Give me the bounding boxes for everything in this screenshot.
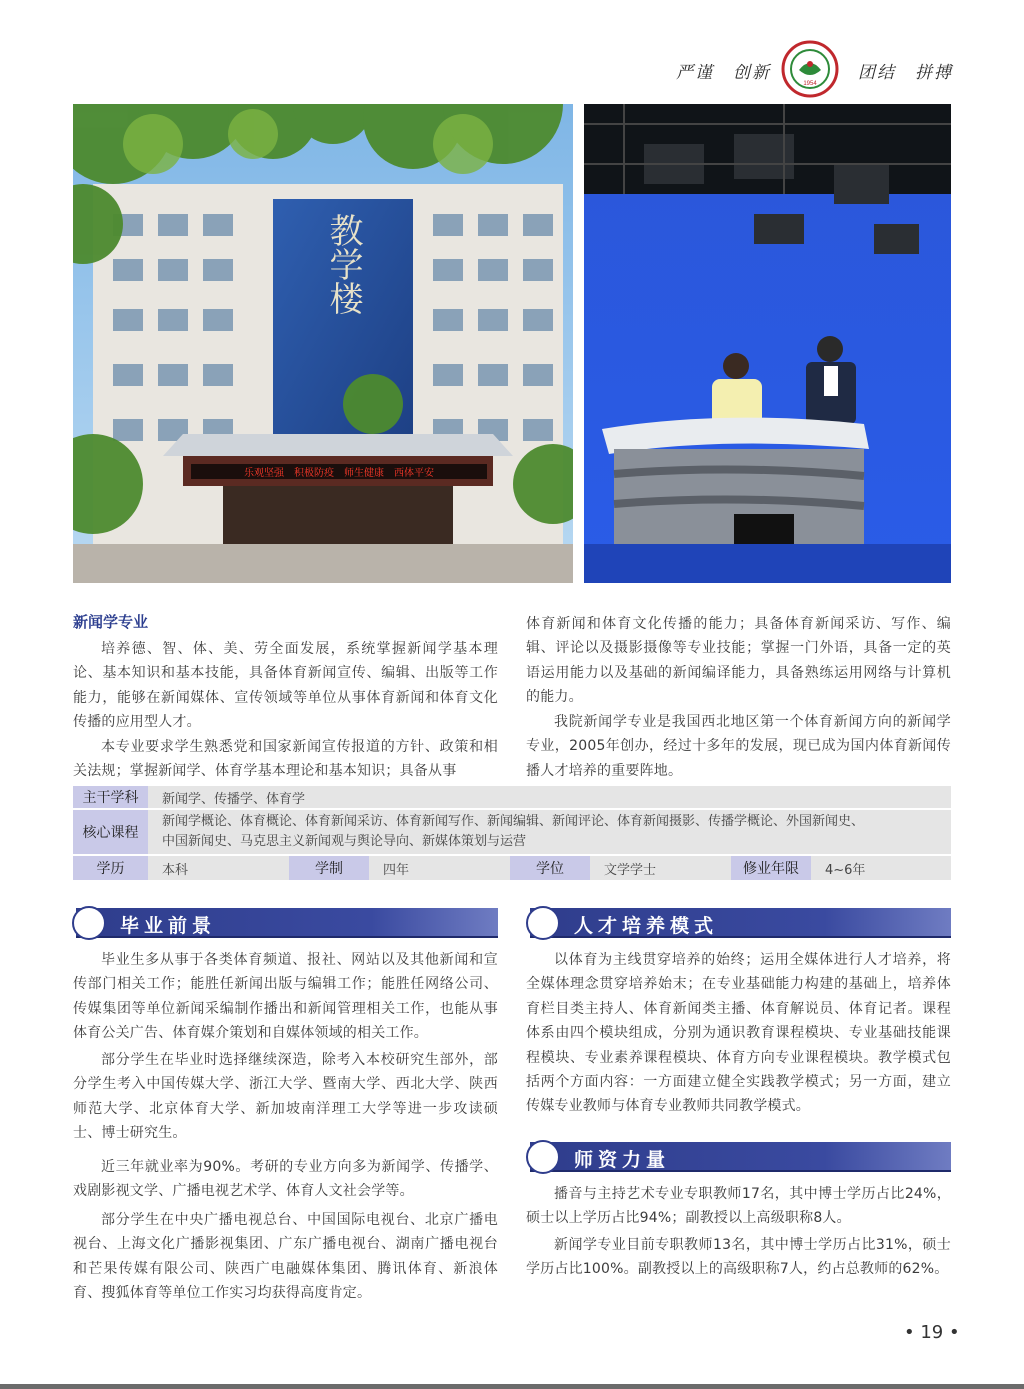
faculty-heading-bar [530,1142,951,1172]
main-subject-value: 新闻学、传播学、体育学 [148,786,951,808]
degree-value: 文学学士 [590,856,731,880]
faculty-paragraph-2: 新闻学专业目前专职教师13名，其中博士学历占比31%，硕士学历占比100%。副教授以上的高级职称7人，约占总教师的62%。 [526,1237,951,1278]
core-courses-line-1: 新闻学概论、体育概论、体育新闻采访、体育新闻写作、新闻编辑、新闻评论、体育新闻摄影、传播学概论、外国新闻史、 [162,814,865,829]
graduation-paragraph-4: 部分学生在中央广播电视总台、中国国际电视台、北京广播电视台、上海文化广播影视集团、广东广播电视台、湖南广播电视台和芒果传媒有限公司、陕西广电融媒体集团、腾讯体育、新浪体育、搜狐体育等单位工作实习均获得高度肯定。 [73,1212,498,1302]
faculty-heading: 师资力量 [574,1149,671,1171]
led-banner: 乐观坚强 积极防疫 师生健康 西体平安 [244,468,434,479]
degree-level-value: 本科 [148,856,289,880]
faculty-paragraph-1: 播音与主持艺术专业专职教师17名，其中博士学历占比24%，硕士以上学历占比94%；副教授以上高级职称8人。 [526,1186,951,1227]
training-heading: 人才培养模式 [574,915,719,937]
major-info-table [73,786,951,882]
bottom-rule [0,1384,1024,1389]
graduation-paragraph-1: 毕业生多从事于各类体育频道、报社、网站以及其他新闻和宣传部门相关工作；能胜任新闻出版与编辑工作；能胜任网络公司、传媒集团等单位新闻采编制作播出和新闻管理相关工作，也能从事体育公关广告、体育媒介策划和自媒体领域的相关工作。 [73,952,498,1042]
core-courses-label: 核心课程 [73,810,148,854]
study-years-label: 修业年限 [731,856,811,880]
section-badge-icon [72,906,106,940]
section-badge-icon [526,1140,560,1174]
major-title: 新闻学专业 [73,613,149,631]
page-number: • 19 • [904,1322,960,1343]
degree-level-label: 学历 [73,856,148,880]
intro-paragraph-3: 我院新闻学专业是我国西北地区第一个体育新闻方向的新闻学专业，2005年创办，经过十多年的发展，现已成为国内体育新闻传播人才培养的重要阵地。 [526,714,951,779]
news-studio-photo [584,104,951,583]
training-heading-bar [530,908,951,938]
duration-label: 学制 [289,856,369,880]
teaching-building-photo [73,104,573,583]
core-courses-line-2: 中国新闻史、马克思主义新闻观与舆论导向、新媒体策划与运营 [162,834,527,849]
duration-value: 四年 [369,856,510,880]
graduation-paragraph-2: 部分学生在毕业时选择继续深造，除考入本校研究生部外，部分学生考入中国传媒大学、浙江大学、暨南大学、西北大学、陕西师范大学、北京体育大学、新加坡南洋理工大学等进一步攻读硕士、博士研究生。 [73,1052,498,1142]
study-years-value: 4~6年 [811,856,951,880]
graduation-heading-bar [76,908,498,938]
graduation-paragraph-3: 近三年就业率为90%。考研的专业方向多为新闻学、传播学、戏剧影视文学、广播电视艺术学、体育人文社会学等。 [73,1159,498,1200]
building-sign: 教学楼 [323,213,363,315]
graduation-heading: 毕业前景 [120,915,217,937]
training-paragraph: 以体育为主线贯穿培养的始终；运用全媒体进行人才培养，将全媒体理念贯穿培养始末；在专业基础能力构建的基础上，培养体育栏目类主持人、体育新闻类主播、体育解说员、体育记者。课程体系由四个模块组成，分别为通识教育课程模块、专业基础技能课程模块、专业素养课程模块、体育方向专业课程模块。教学模式包括两个方面内容：一方面建立健全实践教学模式；另一方面，建立传媒专业教师与体育专业教师共同教学模式。 [526,952,951,1115]
section-badge-icon [526,906,560,940]
core-courses-value [148,810,951,854]
main-subject-label: 主干学科 [73,786,148,808]
intro-paragraph-2-cont: 体育新闻和体育文化传播的能力；具备体育新闻采访、写作、编辑、评论以及摄影摄像等专业技能；掌握一门外语，具备一定的英语运用能力以及基础的新闻编译能力，具备熟练运用网络与计算机的能力。 [526,616,951,706]
intro-paragraph-1: 培养德、智、体、美、劳全面发展，系统掌握新闻学基本理论、基本知识和基本技能，具备体育新闻宣传、编辑、出版等工作能力，能够在新闻媒体、宣传领域等单位从事体育新闻和体育文化传播的应用型人才。 [73,641,498,731]
motto-left: 严谨 创新 [676,63,771,83]
intro-paragraph-2-start: 本专业要求学生熟悉党和国家新闻宣传报道的方针、政策和相关法规；掌握新闻学、体育学基本理论和基本知识；具备从事 [73,739,498,780]
school-logo [781,40,839,98]
motto-right: 团结 拼搏 [858,63,953,83]
degree-label: 学位 [510,856,590,880]
logo-year: 1954 [803,81,817,87]
